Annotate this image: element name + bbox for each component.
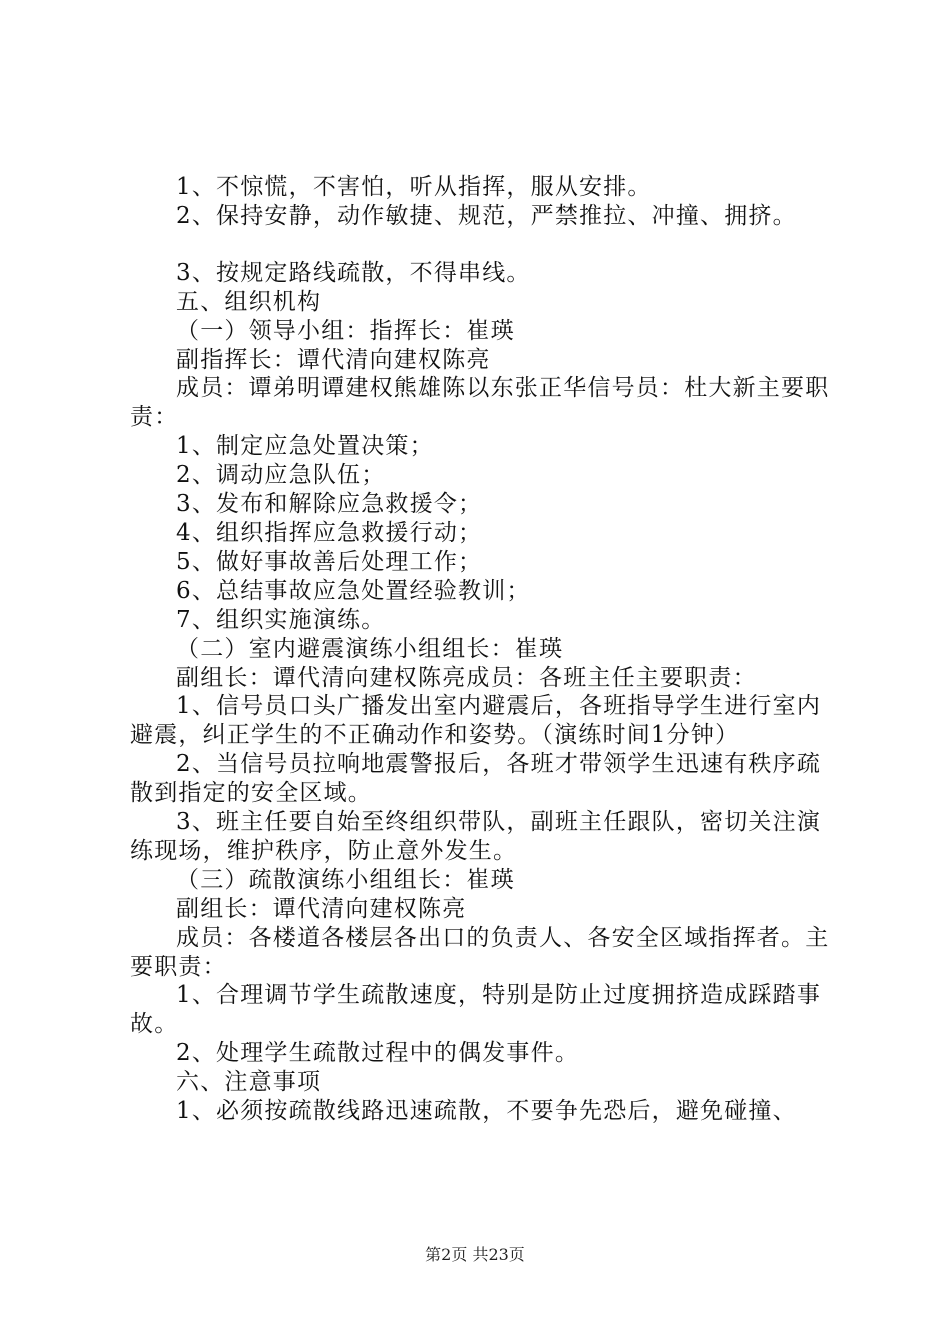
list-item: 1、合理调节学生疏散速度，特别是防止过度拥挤造成踩踏事故。 [130,982,822,1038]
paragraph: 成员：谭弟明谭建权熊雄陈以东张正华信号员：杜大新主要职责： [130,375,830,431]
subsection-heading: （二）室内避震演练小组组长：崔瑛 [176,635,564,662]
page-number-footer: 第2页 共23页 [425,1245,525,1264]
list-item: 2、当信号员拉响地震警报后，各班才带领学生迅速有秩序疏散到指定的安全区域。 [130,751,822,807]
paragraph: 2、保持安静，动作敏捷、规范，严禁推拉、冲撞、拥挤。 [176,202,797,229]
section-heading: 六、注意事项 [176,1069,322,1096]
list-item: 3、班主任要自始至终组织带队，副班主任跟队，密切关注演练现场，维护秩序，防止意外发生。 [130,809,822,864]
paragraph: 成员：各楼道各楼层各出口的负责人、各安全区域指挥者。主要职责： [130,924,830,980]
list-item: 1、制定应急处置决策； [176,433,434,460]
document-body [130,173,835,1126]
list-item: 4、组织指挥应急救援行动； [176,519,483,546]
paragraph-spacer [130,231,835,259]
list-item: 7、组织实施演练。 [176,606,386,633]
list-item: 2、调动应急队伍； [176,462,386,489]
paragraph: 副指挥长：谭代清向建权陈亮 [176,346,491,373]
paragraph: 副组长：谭代清向建权陈亮成员：各班主任主要职责： [176,664,757,691]
paragraph: 3、按规定路线疏散，不得串线。 [176,259,531,286]
subsection-heading: （三）疏散演练小组组长：崔瑛 [176,866,515,893]
list-item: 1、信号员口头广播发出室内避震后，各班指导学生进行室内避震，纠正学生的不正确动作和姿势。（演练时间1分钟） [130,693,822,749]
subsection-heading: （一）领导小组：指挥长：崔瑛 [176,317,515,344]
list-item: 5、做好事故善后处理工作； [176,548,483,575]
section-heading: 五、组织机构 [176,288,322,315]
paragraph: 1、不惊慌，不害怕，听从指挥，服从安排。 [176,174,652,200]
list-item: 2、处理学生疏散过程中的偶发事件。 [176,1040,580,1067]
list-item: 1、必须按疏散线路迅速疏散，不要争先恐后，避免碰撞、 [176,1098,797,1125]
list-item: 6、总结事故应急处置经验教训； [176,577,531,604]
list-item: 3、发布和解除应急救援令； [176,491,483,518]
paragraph: 副组长：谭代清向建权陈亮 [176,895,467,922]
